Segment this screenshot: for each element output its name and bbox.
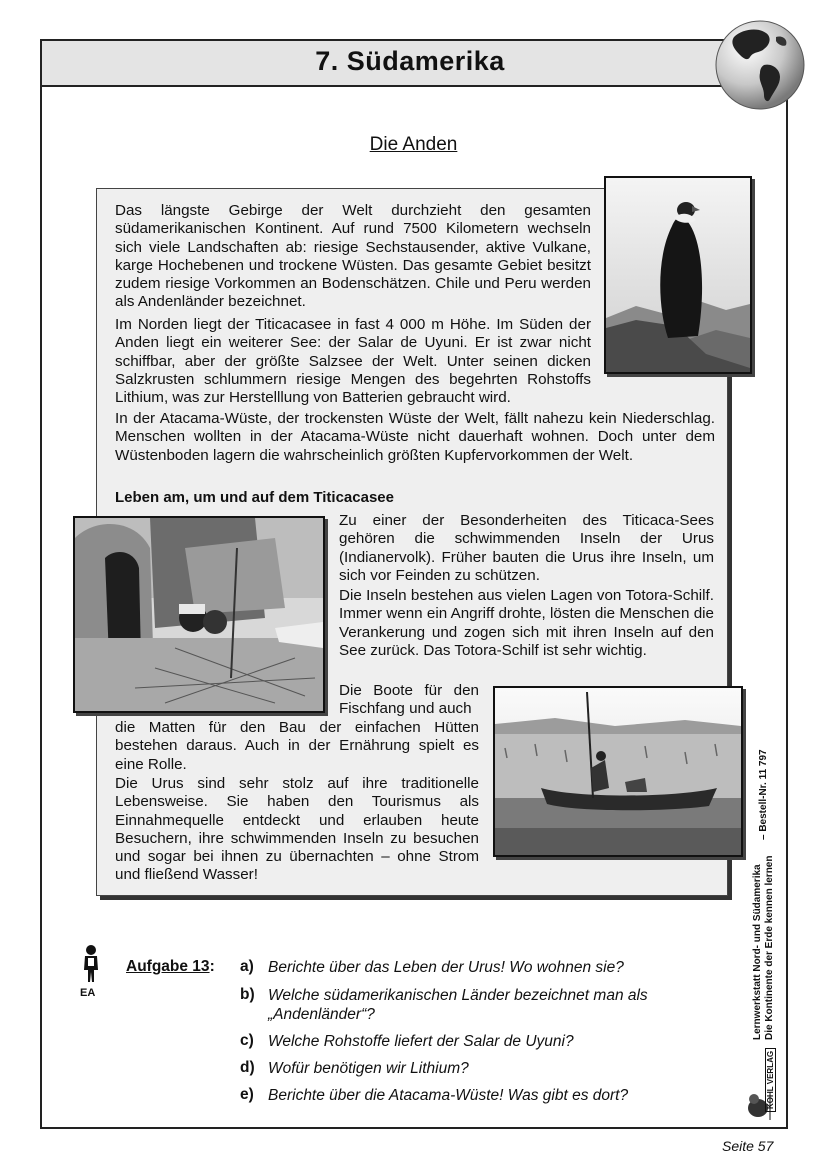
chapter-title: 7. Südamerika <box>315 46 505 76</box>
task-letter-a: a) <box>240 958 254 975</box>
paragraph-boats-start: Die Boote für den Fischfang und auch <box>339 682 479 718</box>
paragraph-boats-rest: die Matten für den Bau der einfachen Hütten bestehen daraus. Auch in der Ernährung spielt es eine Rolle. <box>115 719 479 773</box>
task-text-b: Welche südamerikanischen Länder bezeichnet man als „Andenländer“? <box>268 987 648 1023</box>
task-text-a: Berichte über das Leben der Urus! Wo wohnen sie? <box>268 959 624 976</box>
task-text-c: Welche Rohstoffe liefert der Salar de Uyuni? <box>268 1033 574 1050</box>
reed-boat-photo <box>493 686 743 857</box>
order-number: – Bestell-Nr. 11 797 <box>758 749 769 840</box>
task-text-e: Berichte über die Atacama-Wüste! Was gibt es dort? <box>268 1087 629 1104</box>
paragraph-urus: Zu einer der Besonderheiten des Titicaca-Sees gehören die schwimmenden Inseln der Urus (Indianervolk). Früher bauten die Urus ihre Inseln, um sich vor Feinden zu schützen. <box>339 512 714 584</box>
globe-icon <box>714 19 806 111</box>
subheading-titicaca: Leben am, um und auf dem Titicacasee <box>115 489 394 506</box>
paragraph-andes: Das längste Gebirge der Welt durchzieht den gesamten südamerikanischen Kontinent. Auf rund 7500 Kilometern wechseln sich viele Landschaften ab: riesige Sechstausender, aktive Vulkane, karge Hochebenen und trockene Wüsten. Das gesamte Gebiet besitzt zudem riesige Vorkommen an Bodenschätzen. Chile und Peru werden als Andenländer bezeichnet. <box>115 202 591 311</box>
task-title: Aufgabe 13: <box>126 958 215 975</box>
condor-photo <box>604 176 752 374</box>
task-letter-b: b) <box>240 986 255 1003</box>
paragraph-totora: Die Inseln bestehen aus vielen Lagen von Totora-Schilf. Immer wenn ein Angriff drohte, lösten die Menschen die Verankerung und zogen sich mit ihren Inseln auf den See zurück. Das Totora-Schilf ist sehr wichtig. <box>339 587 714 659</box>
paragraph-atacama: In der Atacama-Wüste, der trockensten Wüste der Welt, fällt nahezu kein Niederschlag. Menschen wollten in der Atacama-Wüste nicht dauerhaft wohnen. Doch unter dem Wüstenboden lagern die wahrscheinlich größten Kupfervorkommen der Welt. <box>115 410 715 464</box>
task-letter-d: d) <box>240 1059 255 1076</box>
section-title: Die Anden <box>369 134 458 155</box>
paragraph-titicaca-salar: Im Norden liegt der Titicacasee in fast 4 000 m Höhe. Im Süden der Anden liegt ein weiterer See: der Salar de Uyuni. Er ist zwar nicht schiffbar, aber der größte Salzsee der Welt. Unter seinen dicken Salzkrusten schlummern riesige Mengen des begehrten Rohstoffs Lithium, was zur Herstelllung von Batterien gebraucht wird. <box>115 316 591 407</box>
task-badge-ea: EA <box>80 987 96 999</box>
paragraph-tourism: Die Urus sind sehr stolz auf ihre traditionelle Lebensweise. Sie haben den Tourismus als Einnahmequelle entdeckt und erlauben heute Besuchern, ihre schwimmenden Inseln zu besuchen und sogar bei ihnen zu übernachten – ohne Strom und fließend Wasser! <box>115 775 479 884</box>
sidebar-series-title: Lernwerkstatt Nord- und Südamerika <box>752 864 763 1040</box>
task-letter-c: c) <box>240 1032 254 1049</box>
page-number: Seite 57 <box>722 1138 774 1154</box>
publisher-name: KOHL VERLAG <box>765 1048 776 1112</box>
task-letter-e: e) <box>240 1086 254 1103</box>
sidebar-subtitle: Die Kontinente der Erde kennen lernen <box>764 855 775 1040</box>
task-text-d: Wofür benötigen wir Lithium? <box>268 1060 469 1077</box>
person-icon <box>80 944 102 984</box>
kohl-logo-icon <box>744 1090 784 1122</box>
reed-island-photo <box>73 516 325 713</box>
